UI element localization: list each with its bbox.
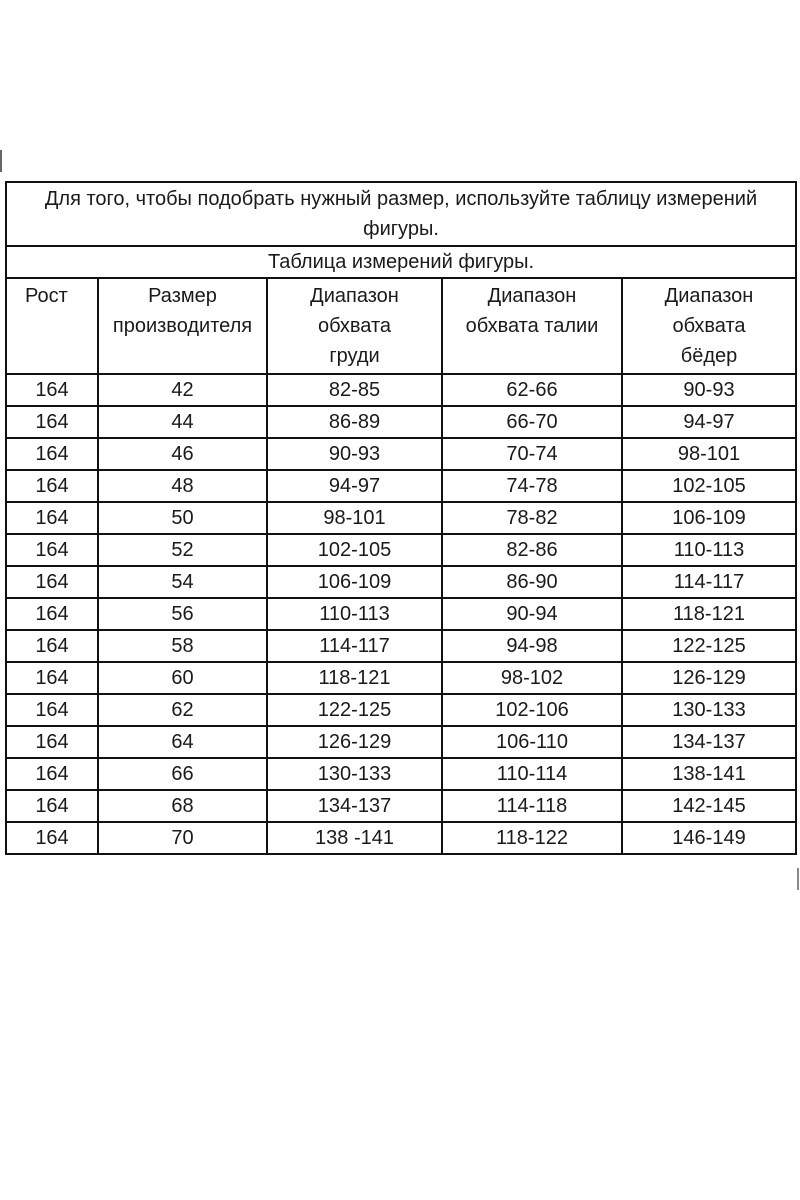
waist-cell: 94-98 xyxy=(442,630,622,662)
height-cell: 164 xyxy=(6,598,98,630)
waist-cell: 70-74 xyxy=(442,438,622,470)
size-cell: 48 xyxy=(98,470,267,502)
chest-cell: 82-85 xyxy=(267,374,442,406)
hips-cell: 130-133 xyxy=(622,694,796,726)
waist-cell: 110-114 xyxy=(442,758,622,790)
waist-cell: 66-70 xyxy=(442,406,622,438)
hips-cell: 122-125 xyxy=(622,630,796,662)
chest-cell: 118-121 xyxy=(267,662,442,694)
waist-cell: 78-82 xyxy=(442,502,622,534)
chest-cell: 98-101 xyxy=(267,502,442,534)
waist-cell: 106-110 xyxy=(442,726,622,758)
height-cell: 164 xyxy=(6,438,98,470)
size-cell: 66 xyxy=(98,758,267,790)
size-table xyxy=(5,181,797,855)
table-title: Таблица измерений фигуры. xyxy=(6,246,796,278)
size-cell: 62 xyxy=(98,694,267,726)
hips-cell: 142-145 xyxy=(622,790,796,822)
height-cell: 164 xyxy=(6,406,98,438)
chest-cell: 106-109 xyxy=(267,566,442,598)
hips-cell: 94-97 xyxy=(622,406,796,438)
table-row xyxy=(6,790,796,822)
height-cell: 164 xyxy=(6,534,98,566)
size-cell: 52 xyxy=(98,534,267,566)
chest-cell: 138 -141 xyxy=(267,822,442,854)
table-row xyxy=(6,598,796,630)
chest-cell: 114-117 xyxy=(267,630,442,662)
height-cell: 164 xyxy=(6,566,98,598)
waist-cell: 98-102 xyxy=(442,662,622,694)
chest-cell: 86-89 xyxy=(267,406,442,438)
height-cell: 164 xyxy=(6,662,98,694)
height-cell: 164 xyxy=(6,822,98,854)
table-row xyxy=(6,822,796,854)
table-row xyxy=(6,758,796,790)
page-edge-mark-left xyxy=(0,150,2,172)
height-cell: 164 xyxy=(6,502,98,534)
waist-cell: 74-78 xyxy=(442,470,622,502)
table-row xyxy=(6,374,796,406)
chest-cell: 122-125 xyxy=(267,694,442,726)
size-cell: 70 xyxy=(98,822,267,854)
header-chest: Диапазон обхвата груди xyxy=(267,278,442,374)
hips-cell: 102-105 xyxy=(622,470,796,502)
chest-cell: 130-133 xyxy=(267,758,442,790)
hips-cell: 138-141 xyxy=(622,758,796,790)
size-cell: 56 xyxy=(98,598,267,630)
table-row xyxy=(6,534,796,566)
size-cell: 64 xyxy=(98,726,267,758)
table-row xyxy=(6,566,796,598)
size-cell: 68 xyxy=(98,790,267,822)
waist-cell: 86-90 xyxy=(442,566,622,598)
chest-cell: 102-105 xyxy=(267,534,442,566)
height-cell: 164 xyxy=(6,790,98,822)
hips-cell: 114-117 xyxy=(622,566,796,598)
size-cell: 44 xyxy=(98,406,267,438)
chest-cell: 90-93 xyxy=(267,438,442,470)
table-row xyxy=(6,662,796,694)
waist-cell: 82-86 xyxy=(442,534,622,566)
page-edge-mark-right xyxy=(797,868,799,890)
waist-cell: 62-66 xyxy=(442,374,622,406)
waist-cell: 114-118 xyxy=(442,790,622,822)
height-cell: 164 xyxy=(6,726,98,758)
height-cell: 164 xyxy=(6,374,98,406)
hips-cell: 98-101 xyxy=(622,438,796,470)
chest-cell: 94-97 xyxy=(267,470,442,502)
hips-cell: 118-121 xyxy=(622,598,796,630)
table-row xyxy=(6,726,796,758)
chest-cell: 126-129 xyxy=(267,726,442,758)
size-cell: 50 xyxy=(98,502,267,534)
waist-cell: 102-106 xyxy=(442,694,622,726)
height-cell: 164 xyxy=(6,470,98,502)
size-cell: 54 xyxy=(98,566,267,598)
chest-cell: 134-137 xyxy=(267,790,442,822)
size-cell: 46 xyxy=(98,438,267,470)
size-cell: 42 xyxy=(98,374,267,406)
waist-cell: 118-122 xyxy=(442,822,622,854)
size-cell: 60 xyxy=(98,662,267,694)
intro-text: Для того, чтобы подобрать нужный размер, используйте таблицу измерений фигуры. xyxy=(6,182,796,246)
height-cell: 164 xyxy=(6,694,98,726)
hips-cell: 110-113 xyxy=(622,534,796,566)
hips-cell: 126-129 xyxy=(622,662,796,694)
header-height: Рост xyxy=(6,278,98,374)
size-cell: 58 xyxy=(98,630,267,662)
table-row xyxy=(6,694,796,726)
table-row xyxy=(6,630,796,662)
table-row xyxy=(6,406,796,438)
hips-cell: 106-109 xyxy=(622,502,796,534)
chest-cell: 110-113 xyxy=(267,598,442,630)
hips-cell: 146-149 xyxy=(622,822,796,854)
hips-cell: 90-93 xyxy=(622,374,796,406)
header-size: Размер производителя xyxy=(98,278,267,374)
header-hips: Диапазон обхвата бёдер xyxy=(622,278,796,374)
table-row xyxy=(6,502,796,534)
table-row xyxy=(6,470,796,502)
header-waist: Диапазон обхвата талии xyxy=(442,278,622,374)
table-row xyxy=(6,438,796,470)
height-cell: 164 xyxy=(6,630,98,662)
hips-cell: 134-137 xyxy=(622,726,796,758)
header-row xyxy=(6,278,796,374)
height-cell: 164 xyxy=(6,758,98,790)
waist-cell: 90-94 xyxy=(442,598,622,630)
